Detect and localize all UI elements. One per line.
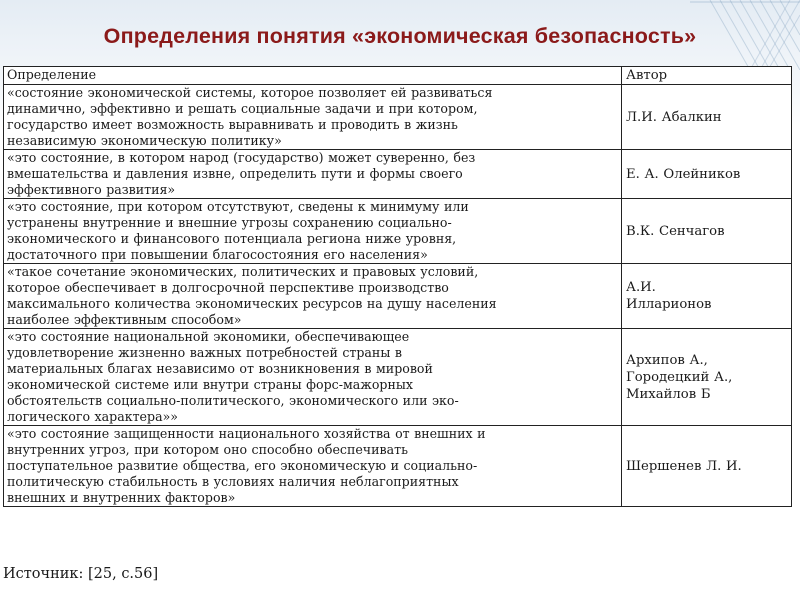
author-name-line: Шершенев Л. И. bbox=[626, 458, 742, 474]
table-row bbox=[4, 264, 792, 329]
definition-text-line: материальных благах независимо от возникновения в мировой bbox=[7, 361, 433, 376]
definition-cell bbox=[4, 150, 622, 199]
author-cell bbox=[622, 199, 792, 264]
author-name-line: В.К. Сенчагов bbox=[626, 223, 725, 239]
author-name-line: Л.И. Абалкин bbox=[626, 109, 722, 125]
definition-text-line: обстоятельств социально-политического, экономического или эко- bbox=[7, 393, 459, 408]
table-row bbox=[4, 85, 792, 150]
definition-text-line: устранены внутренние и внешние угрозы сохранению социально- bbox=[7, 215, 452, 230]
definition-text-line: «это состояние национальной экономики, обеспечивающее bbox=[7, 329, 410, 344]
table-row bbox=[4, 199, 792, 264]
table-row bbox=[4, 329, 792, 426]
author-column-header: Автор bbox=[622, 67, 792, 85]
definition-cell bbox=[4, 426, 622, 507]
slide-title: Определения понятия «экономическая безопасность» bbox=[103, 24, 697, 48]
author-name-line: Михайлов Б bbox=[626, 386, 711, 402]
definition-text-line: «это состояние, в котором народ (государство) может суверенно, без bbox=[7, 150, 476, 165]
definition-text-line: «такое сочетание экономических, политических и правовых условий, bbox=[7, 264, 479, 279]
definition-cell bbox=[4, 199, 622, 264]
definition-text-line: государство имеет возможность выравнивать и проводить в жизнь bbox=[7, 117, 458, 132]
definition-text-line: которое обеспечивает в долгосрочной перспективе производство bbox=[7, 280, 449, 295]
table-header-row bbox=[4, 67, 792, 85]
definition-text-line: «состояние экономической системы, которое позволяет ей развиваться bbox=[7, 85, 493, 100]
definition-text-line: вмешательства и давления извне, определить пути и формы своего bbox=[7, 166, 463, 181]
definition-text-line: внешних и внутренних факторов» bbox=[7, 490, 236, 505]
table-row bbox=[4, 150, 792, 199]
definition-text-line: максимального количества экономических ресурсов на душу населения bbox=[7, 296, 497, 311]
author-name-line: Городецкий А., bbox=[626, 369, 733, 385]
definition-text-line: логического характера»» bbox=[7, 409, 178, 424]
definitions-table bbox=[3, 66, 792, 507]
author-cell bbox=[622, 264, 792, 329]
definition-text-line: наиболее эффективным способом» bbox=[7, 312, 242, 327]
definition-text-line: поступательное развитие общества, его экономическую и социально- bbox=[7, 458, 478, 473]
definition-text-line: эффективного развития» bbox=[7, 182, 176, 197]
definition-text-line: экономического и финансового потенциала региона ниже уровня, bbox=[7, 231, 457, 246]
definition-text-line: внутренних угроз, при котором оно способно обеспечивать bbox=[7, 442, 408, 457]
author-cell bbox=[622, 150, 792, 199]
table-row bbox=[4, 426, 792, 507]
definition-column-header: Определение bbox=[4, 67, 622, 85]
author-name-line: Архипов А., bbox=[626, 352, 708, 368]
author-cell bbox=[622, 426, 792, 507]
definition-text-line: динамично, эффективно и решать социальные задачи и при котором, bbox=[7, 101, 478, 116]
definition-text-line: «это состояние защищенности национального хозяйства от внешних и bbox=[7, 426, 486, 441]
author-name-line: А.И. bbox=[626, 280, 656, 295]
definition-cell bbox=[4, 329, 622, 426]
definition-cell bbox=[4, 264, 622, 329]
author-name-line: Илларионов bbox=[626, 297, 712, 312]
source-citation: Источник: [25, с.56] bbox=[3, 566, 159, 582]
author-cell bbox=[622, 85, 792, 150]
author-cell bbox=[622, 329, 792, 426]
author-name-line: Е. А. Олейников bbox=[626, 166, 741, 182]
definition-text-line: экономической системе или внутри страны форс-мажорных bbox=[7, 377, 414, 392]
definition-text-line: достаточного при повышении благосостояния его населения» bbox=[7, 247, 428, 262]
definition-text-line: политическую стабильность в условиях наличия неблагоприятных bbox=[7, 474, 459, 489]
definition-cell bbox=[4, 85, 622, 150]
definition-text-line: «это состояние, при котором отсутствуют, сведены к минимуму или bbox=[7, 199, 469, 214]
definition-text-line: независимую экономическую политику» bbox=[7, 133, 282, 148]
definition-text-line: удовлетворение жизненно важных потребностей страны в bbox=[7, 345, 402, 360]
